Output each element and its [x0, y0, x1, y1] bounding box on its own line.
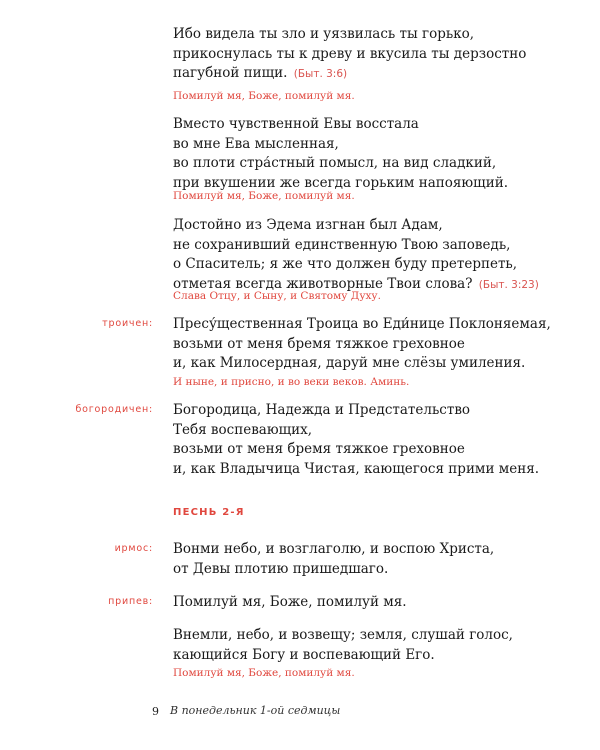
verse-block [173, 216, 573, 295]
doxology-rubric: И ныне, и присно, и во веки веков. Аминь. [173, 376, 410, 388]
verse-line: прикоснулась ты к древу и вкусила ты дерзостно [173, 45, 527, 62]
page-number: 9 [152, 705, 159, 718]
verse-line: Богородица, Надежда и Предстательство [173, 402, 471, 418]
verse-line: Вонми небо, и возглаголю, и воспою Христа, [173, 541, 495, 557]
verse-line [173, 64, 573, 85]
verse-line: не сохранивший единственную Твою заповедь, [173, 236, 511, 253]
verse-text: пагубной пищи. [173, 65, 288, 81]
verse-line: Внемли, небо, и возвещу; земля, слушай голос, [173, 627, 513, 643]
verse-line: Тебя воспевающих, [173, 421, 313, 438]
theotokion-label: богородичен: [75, 404, 153, 415]
verse-line: Помилуй мя, Боже, помилуй мя. [173, 594, 407, 610]
verse-block [173, 540, 573, 579]
verse-line: при вкушении же всегда горьким напояющий. [173, 174, 509, 191]
verse-line: и, как Милосердная, даруй мне слёзы умиления. [173, 355, 526, 371]
verse-line: и, как Владычица Чистая, кающегося прими меня. [173, 460, 540, 477]
scripture-reference: (Быт. 3:6) [293, 68, 348, 80]
scripture-reference: (Быт. 3:23) [478, 278, 539, 291]
verse-block [173, 401, 573, 479]
verse-block [173, 626, 573, 665]
verse-block [173, 25, 573, 85]
verse-block [173, 593, 573, 613]
refrain: Помилуй мя, Боже, помилуй мя. [173, 90, 355, 102]
verse-line: Достойно из Эдема изгнан был Адам, [173, 217, 443, 233]
troparion-label: троичен: [102, 318, 153, 329]
verse-block [173, 315, 573, 374]
refrain: Помилуй мя, Боже, помилуй мя. [173, 667, 355, 679]
verse-line: от Девы плотию пришедшаго. [173, 560, 389, 577]
verse-text: отметая всегда животворные Твои слова? [173, 275, 473, 292]
ode-heading: ПЕСНЬ 2-Я [173, 507, 245, 518]
verse-line: во мне Ева мысленная, [173, 135, 339, 152]
doxology-rubric: Слава Отцу, и Сыну, и Святому Духу. [173, 290, 381, 302]
verse-line: возьми от меня бремя тяжкое греховное [173, 335, 465, 352]
irmos-label: ирмос: [114, 543, 153, 554]
verse-line: Ибо видела ты зло и уязвилась ты горько, [173, 26, 475, 42]
verse-line: во плоти стра́стный помысл, на вид сладкий, [173, 155, 497, 171]
refrain-label: припев: [108, 596, 153, 607]
verse-line: Пресу́щественная Троица во Еди́нице Поклоняемая, [173, 316, 551, 332]
verse-block [173, 115, 573, 193]
refrain: Помилуй мя, Боже, помилуй мя. [173, 190, 355, 202]
verse-line: о Спаситель; я же что должен буду претерпеть, [173, 256, 518, 272]
verse-line: Вместо чувственной Евы восстала [173, 116, 419, 132]
verse-line: кающийся Богу и воспевающий Его. [173, 646, 435, 663]
verse-line: возьми от меня бремя тяжкое греховное [173, 441, 465, 457]
running-title: В понедельник 1-ой седмицы [170, 704, 341, 717]
